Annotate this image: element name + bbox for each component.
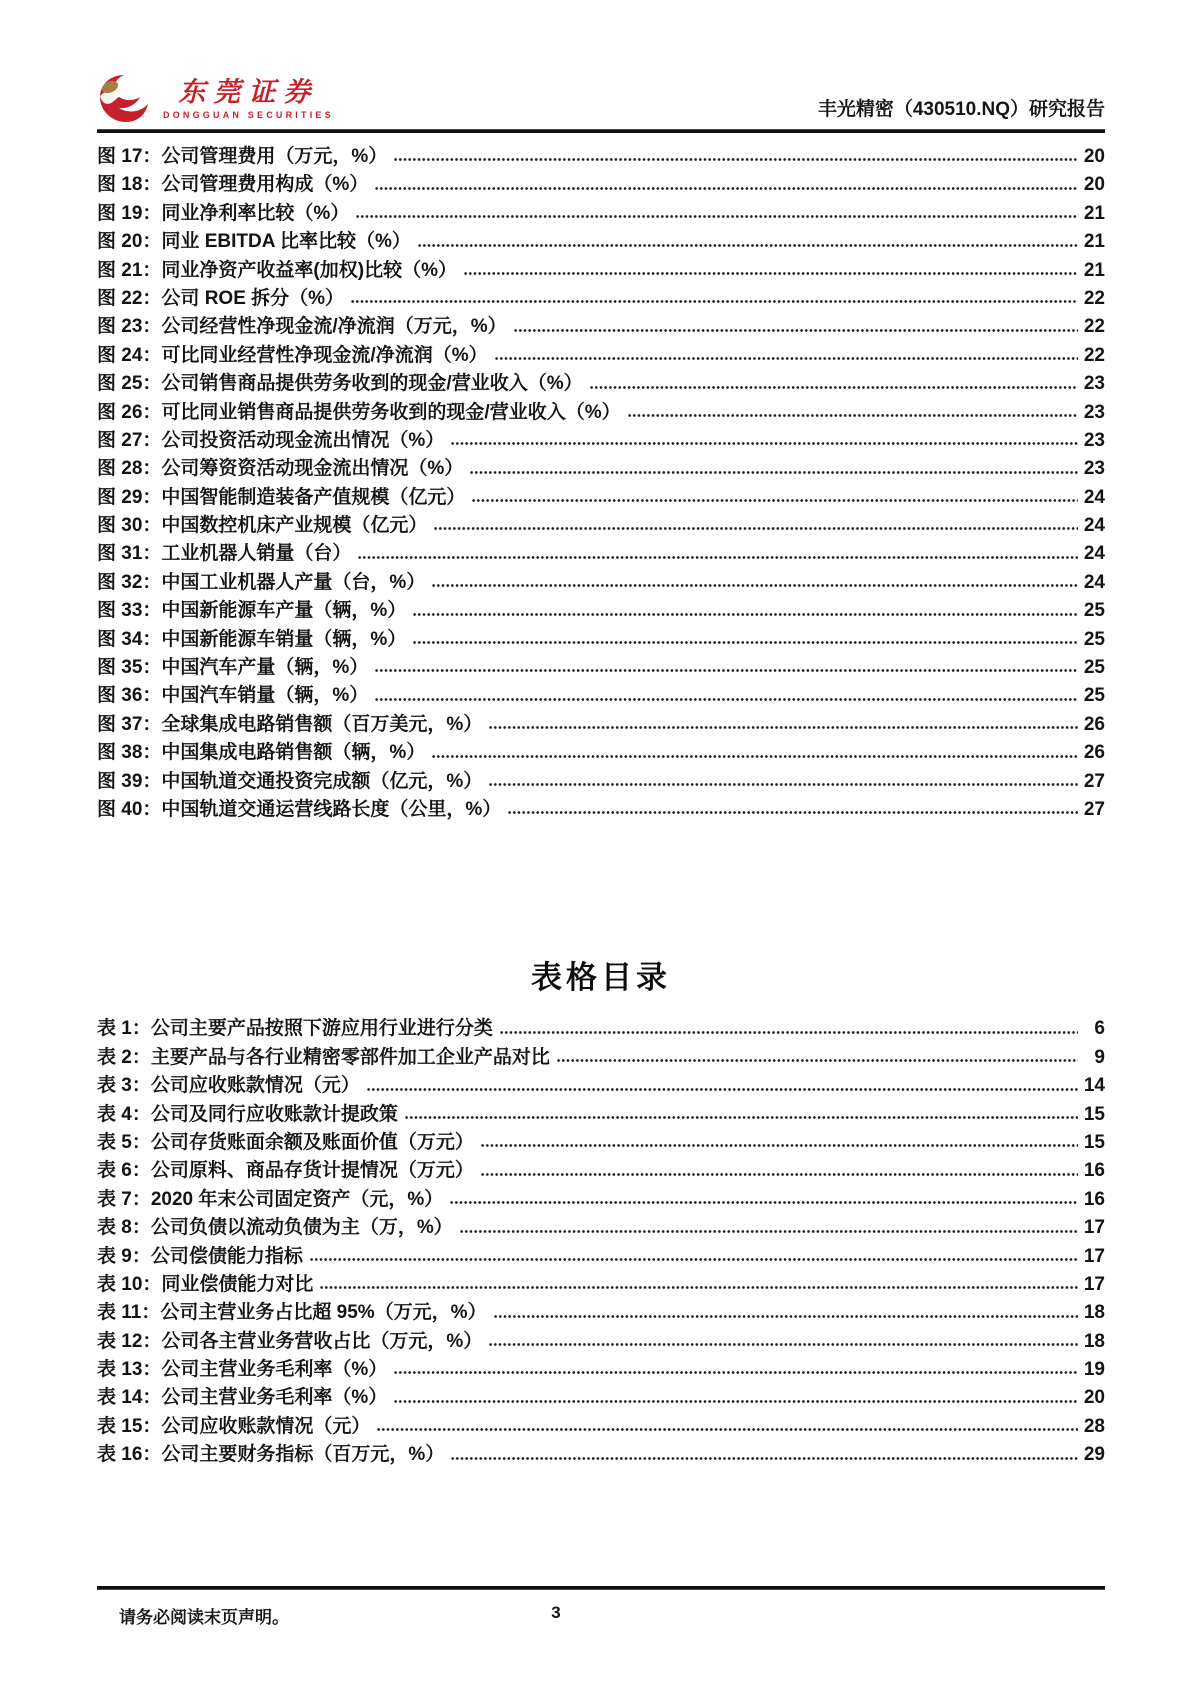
- toc-entry-title: 公司投资活动现金流出情况（%）: [161, 429, 445, 451]
- toc-entry[interactable]: [97, 680, 1105, 708]
- dot-leader: [472, 498, 1078, 503]
- toc-entry[interactable]: [97, 340, 1105, 368]
- toc-entry-label: 表 3：: [97, 1075, 151, 1097]
- toc-entry-title: 公司经营性净现金流/净流润（万元，%）: [161, 316, 507, 338]
- toc-entry-page: 20: [1083, 1387, 1105, 1409]
- toc-entry-label: 图 35：: [97, 657, 162, 679]
- toc-entry-label: 表 10：: [97, 1273, 162, 1295]
- dot-leader: [434, 526, 1078, 531]
- toc-entry[interactable]: [97, 1155, 1105, 1183]
- toc-entry-title: 中国数控机床产业规模（亿元）: [161, 515, 428, 537]
- toc-entry-label: 图 36：: [97, 685, 162, 707]
- toc-entry-label: 图 34：: [97, 628, 162, 650]
- dot-leader: [557, 1058, 1078, 1063]
- toc-entry-title: 中国汽车销量（辆，%）: [161, 685, 369, 707]
- toc-entry-label: 图 39：: [97, 770, 162, 792]
- dot-leader: [358, 555, 1078, 560]
- toc-entry-title: 中国工业机器人产量（台，%）: [161, 571, 426, 593]
- dot-leader: [310, 1257, 1078, 1262]
- toc-entry[interactable]: [97, 226, 1105, 254]
- toc-entry-label: 表 12：: [97, 1330, 162, 1352]
- dot-leader: [451, 1456, 1078, 1461]
- dot-leader: [495, 356, 1078, 361]
- toc-entry[interactable]: [97, 1241, 1105, 1269]
- toc-entry-page: 19: [1083, 1359, 1105, 1381]
- toc-entry-page: 23: [1083, 429, 1105, 451]
- toc-entry-label: 表 9：: [97, 1245, 151, 1267]
- dot-leader: [432, 754, 1078, 759]
- toc-entry-label: 图 29：: [97, 486, 162, 508]
- brand-name-en: DONGGUAN SECURITIES: [163, 109, 334, 120]
- toc-entry-label: 图 30：: [97, 515, 162, 537]
- dot-leader: [489, 1342, 1078, 1347]
- toc-entry-title: 可比同业销售商品提供劳务收到的现金/营业收入（%）: [161, 401, 621, 423]
- toc-entry-page: 29: [1083, 1444, 1105, 1466]
- toc-entry-page: 27: [1083, 770, 1105, 792]
- toc-entry-label: 图 20：: [97, 231, 162, 253]
- toc-entry[interactable]: [97, 737, 1105, 765]
- tables-toc-heading: 表格目录: [531, 960, 671, 996]
- footer-disclaimer: 请务必阅读末页声明。: [119, 1608, 289, 1627]
- toc-entry[interactable]: [97, 1269, 1105, 1297]
- toc-entry-label: 图 40：: [97, 798, 162, 820]
- toc-entry-title: 同业净资产收益率(加权)比较（%）: [161, 259, 457, 281]
- toc-entry-page: 27: [1083, 798, 1105, 820]
- toc-entry-page: 25: [1083, 628, 1105, 650]
- toc-entry-page: 21: [1083, 231, 1105, 253]
- toc-entry-page: 22: [1083, 316, 1105, 338]
- toc-entry-label: 表 16：: [97, 1444, 162, 1466]
- brand-text-block: [163, 78, 334, 120]
- figures-toc-list: [97, 141, 1105, 822]
- dot-leader: [450, 1200, 1078, 1205]
- toc-entry-page: 23: [1083, 458, 1105, 480]
- toc-entry-title: 公司主要产品按照下游应用行业进行分类: [150, 1018, 493, 1040]
- toc-entry[interactable]: [97, 709, 1105, 737]
- toc-entry-label: 图 38：: [97, 742, 162, 764]
- toc-entry-page: 17: [1083, 1273, 1105, 1295]
- toc-entry-title: 中国智能制造装备产值规模（亿元）: [161, 486, 466, 508]
- dot-leader: [320, 1285, 1078, 1290]
- toc-entry-label: 图 26：: [97, 401, 162, 423]
- toc-entry-title: 公司偿债能力指标: [150, 1245, 303, 1267]
- toc-entry-page: 24: [1083, 543, 1105, 565]
- toc-entry-label: 表 6：: [97, 1160, 151, 1182]
- toc-entry-label: 图 24：: [97, 344, 162, 366]
- dot-leader: [451, 441, 1078, 446]
- dot-leader: [413, 612, 1078, 617]
- toc-entry-label: 图 21：: [97, 259, 162, 281]
- dot-leader: [464, 271, 1078, 276]
- toc-entry-page: 15: [1083, 1131, 1105, 1153]
- toc-entry-page: 25: [1083, 600, 1105, 622]
- toc-entry[interactable]: [97, 1411, 1105, 1439]
- toc-entry-title: 公司各主营业务营收占比（万元，%）: [161, 1330, 483, 1352]
- dot-leader: [508, 810, 1078, 815]
- toc-entry-title: 公司 ROE 拆分（%）: [161, 287, 345, 309]
- toc-entry-label: 图 32：: [97, 571, 162, 593]
- toc-entry-page: 23: [1083, 401, 1105, 423]
- dot-leader: [628, 413, 1078, 418]
- report-title: 丰光精密（430510.NQ）研究报告: [817, 99, 1105, 120]
- dot-leader: [351, 299, 1078, 304]
- dot-leader: [514, 328, 1078, 333]
- dot-leader: [481, 1143, 1078, 1148]
- toc-entry-page: 25: [1083, 685, 1105, 707]
- dot-leader: [394, 1399, 1078, 1404]
- toc-entry-label: 表 8：: [97, 1217, 151, 1239]
- toc-entry-title: 中国汽车产量（辆，%）: [161, 657, 369, 679]
- toc-entry-title: 公司主营业务占比超 95%（万元，%）: [160, 1302, 487, 1324]
- toc-entry-title: 公司应收账款情况（元）: [150, 1075, 360, 1097]
- toc-entry-title: 同业 EBITDA 比率比较（%）: [161, 231, 411, 253]
- toc-entry-label: 图 23：: [97, 316, 162, 338]
- toc-entry[interactable]: [97, 311, 1105, 339]
- toc-entry-label: 表 11：: [97, 1302, 161, 1324]
- toc-entry[interactable]: [97, 1184, 1105, 1212]
- footer-row: [97, 1603, 1105, 1627]
- toc-entry-title: 公司主营业务毛利率（%）: [161, 1387, 388, 1409]
- toc-entry-page: 17: [1083, 1245, 1105, 1267]
- dot-leader: [375, 668, 1078, 673]
- toc-entry-title: 主要产品与各行业精密零部件加工企业产品对比: [150, 1046, 550, 1068]
- toc-entry-label: 图 19：: [97, 202, 162, 224]
- toc-entry-page: 6: [1094, 1018, 1105, 1040]
- toc-entry[interactable]: [97, 1326, 1105, 1354]
- toc-entry[interactable]: [97, 141, 1105, 169]
- dot-leader: [590, 385, 1078, 390]
- dot-leader: [489, 725, 1078, 730]
- toc-entry[interactable]: [97, 1070, 1105, 1098]
- toc-entry[interactable]: [97, 453, 1105, 481]
- toc-entry[interactable]: [97, 652, 1105, 680]
- toc-entry[interactable]: [97, 510, 1105, 538]
- tables-toc-list: [97, 1013, 1105, 1467]
- toc-entry-page: 20: [1083, 174, 1105, 196]
- toc-entry-label: 图 17：: [97, 146, 162, 167]
- dot-leader: [481, 1172, 1078, 1177]
- dot-leader: [470, 470, 1078, 475]
- toc-entry[interactable]: [97, 766, 1105, 794]
- toc-entry[interactable]: [97, 1099, 1105, 1127]
- toc-entry[interactable]: [97, 425, 1105, 453]
- dot-leader: [367, 1087, 1078, 1092]
- toc-entry-page: 22: [1083, 344, 1105, 366]
- footer-divider: [97, 1586, 1105, 1590]
- toc-entry-label: 表 1：: [97, 1018, 151, 1040]
- toc-entry-page: 21: [1083, 202, 1105, 224]
- toc-entry[interactable]: [97, 1439, 1105, 1467]
- toc-entry-page: 26: [1083, 742, 1105, 764]
- toc-entry-title: 2020 年末公司固定资产（元，%）: [150, 1188, 444, 1210]
- header-divider: [97, 129, 1105, 133]
- toc-entry-page: 28: [1083, 1415, 1105, 1437]
- toc-entry-title: 公司筹资资活动现金流出情况（%）: [161, 458, 464, 480]
- toc-entry-label: 图 22：: [97, 287, 162, 309]
- dot-leader: [489, 782, 1078, 787]
- toc-entry-page: 15: [1083, 1103, 1105, 1125]
- toc-entry-label: 表 14：: [97, 1387, 162, 1409]
- toc-entry-label: 表 2：: [97, 1046, 151, 1068]
- toc-entry[interactable]: [97, 368, 1105, 396]
- toc-entry-title: 可比同业经营性净现金流/净流润（%）: [161, 344, 488, 366]
- toc-entry-page: 26: [1083, 713, 1105, 735]
- toc-entry-page: 24: [1083, 571, 1105, 593]
- brand-name-cn: 东莞证券: [178, 77, 319, 108]
- toc-entry[interactable]: [97, 1127, 1105, 1155]
- page-content: [97, 0, 1105, 1468]
- dot-leader: [377, 1427, 1078, 1432]
- toc-entry-title: 同业偿债能力对比: [161, 1273, 314, 1295]
- toc-entry-title: 中国轨道交通投资完成额（亿元，%）: [161, 770, 483, 792]
- toc-entry-label: 表 4：: [97, 1103, 151, 1125]
- dot-leader: [375, 697, 1078, 702]
- toc-entry[interactable]: [97, 538, 1105, 566]
- toc-entry-title: 公司管理费用构成（%）: [161, 174, 369, 196]
- toc-entry[interactable]: [97, 169, 1105, 197]
- toc-entry[interactable]: [97, 198, 1105, 226]
- toc-entry[interactable]: [97, 595, 1105, 623]
- toc-entry-page: 24: [1083, 486, 1105, 508]
- dot-leader: [418, 243, 1078, 248]
- toc-entry[interactable]: [97, 567, 1105, 595]
- toc-entry[interactable]: [97, 1382, 1105, 1410]
- toc-entry-title: 全球集成电路销售额（百万美元，%）: [161, 713, 483, 735]
- toc-entry-label: 图 28：: [97, 458, 162, 480]
- toc-entry-page: 24: [1083, 515, 1105, 537]
- toc-entry-title: 公司存货账面余额及账面价值（万元）: [150, 1131, 474, 1153]
- toc-entry-page: 18: [1083, 1330, 1105, 1352]
- toc-entry[interactable]: [97, 794, 1105, 822]
- toc-entry[interactable]: [97, 255, 1105, 283]
- toc-entry-page: 25: [1083, 657, 1105, 679]
- toc-entry-label: 表 13：: [97, 1359, 162, 1381]
- dot-leader: [413, 640, 1078, 645]
- toc-entry-title: 中国新能源车产量（辆，%）: [161, 600, 407, 622]
- toc-entry-title: 公司及同行应收账款计提政策: [150, 1103, 398, 1125]
- toc-entry-title: 公司管理费用（万元，%）: [161, 146, 388, 167]
- dot-leader: [432, 583, 1078, 588]
- toc-entry-label: 图 31：: [97, 543, 162, 565]
- toc-entry-title: 公司销售商品提供劳务收到的现金/营业收入（%）: [161, 373, 583, 395]
- dot-leader: [460, 1229, 1078, 1234]
- toc-entry-title: 工业机器人销量（台）: [161, 543, 352, 565]
- toc-entry-page: 9: [1094, 1046, 1105, 1068]
- dot-leader: [494, 1314, 1078, 1319]
- toc-entry-label: 表 7：: [97, 1188, 151, 1210]
- toc-entry-title: 公司主要财务指标（百万元，%）: [161, 1444, 445, 1466]
- dot-leader: [405, 1115, 1078, 1120]
- toc-entry-page: 23: [1083, 373, 1105, 395]
- toc-entry-label: 图 25：: [97, 373, 162, 395]
- toc-entry[interactable]: [97, 1042, 1105, 1070]
- dot-leader: [356, 214, 1078, 219]
- toc-entry-page: 22: [1083, 287, 1105, 309]
- toc-entry-title: 公司负债以流动负债为主（万，%）: [150, 1217, 453, 1239]
- dot-leader: [394, 1370, 1078, 1375]
- toc-entry-page: 14: [1083, 1075, 1105, 1097]
- toc-entry-title: 中国集成电路销售额（辆，%）: [161, 742, 426, 764]
- dot-leader: [394, 157, 1078, 162]
- toc-entry-title: 中国轨道交通运营线路长度（公里，%）: [161, 798, 502, 820]
- dongguan-securities-logo-icon: [97, 74, 149, 124]
- toc-entry[interactable]: [97, 283, 1105, 311]
- toc-entry-label: 图 37：: [97, 713, 162, 735]
- toc-entry[interactable]: [97, 1297, 1105, 1325]
- dot-leader: [375, 186, 1078, 191]
- toc-entry-title: 公司原料、商品存货计提情况（万元）: [150, 1160, 474, 1182]
- toc-entry-label: 图 27：: [97, 429, 162, 451]
- dot-leader: [500, 1030, 1078, 1035]
- toc-entry[interactable]: [97, 1212, 1105, 1240]
- toc-entry-label: 图 33：: [97, 600, 162, 622]
- toc-entry-label: 图 18：: [97, 174, 162, 196]
- footer-page-number: 3: [551, 1603, 561, 1622]
- page-footer: [97, 1586, 1105, 1627]
- toc-entry-title: 中国新能源车销量（辆，%）: [161, 628, 407, 650]
- toc-entry-page: 20: [1083, 146, 1105, 167]
- toc-entry-title: 公司应收账款情况（元）: [161, 1415, 371, 1437]
- toc-entry-title: 公司主营业务毛利率（%）: [161, 1359, 388, 1381]
- page-header: [97, 0, 1105, 124]
- toc-entry[interactable]: [97, 397, 1105, 425]
- toc-entry-page: 16: [1083, 1188, 1105, 1210]
- toc-entry[interactable]: [97, 1354, 1105, 1382]
- toc-entry[interactable]: [97, 624, 1105, 652]
- toc-entry-page: 16: [1083, 1160, 1105, 1182]
- toc-entry-label: 表 5：: [97, 1131, 151, 1153]
- toc-entry[interactable]: [97, 482, 1105, 510]
- toc-entry-page: 18: [1083, 1302, 1105, 1324]
- toc-entry-page: 21: [1083, 259, 1105, 281]
- toc-entry[interactable]: [97, 1013, 1105, 1041]
- toc-entry-title: 同业净利率比较（%）: [161, 202, 350, 224]
- dongguan-securities-logo: [97, 74, 334, 124]
- toc-entry-page: 17: [1083, 1217, 1105, 1239]
- toc-entry-label: 表 15：: [97, 1415, 162, 1437]
